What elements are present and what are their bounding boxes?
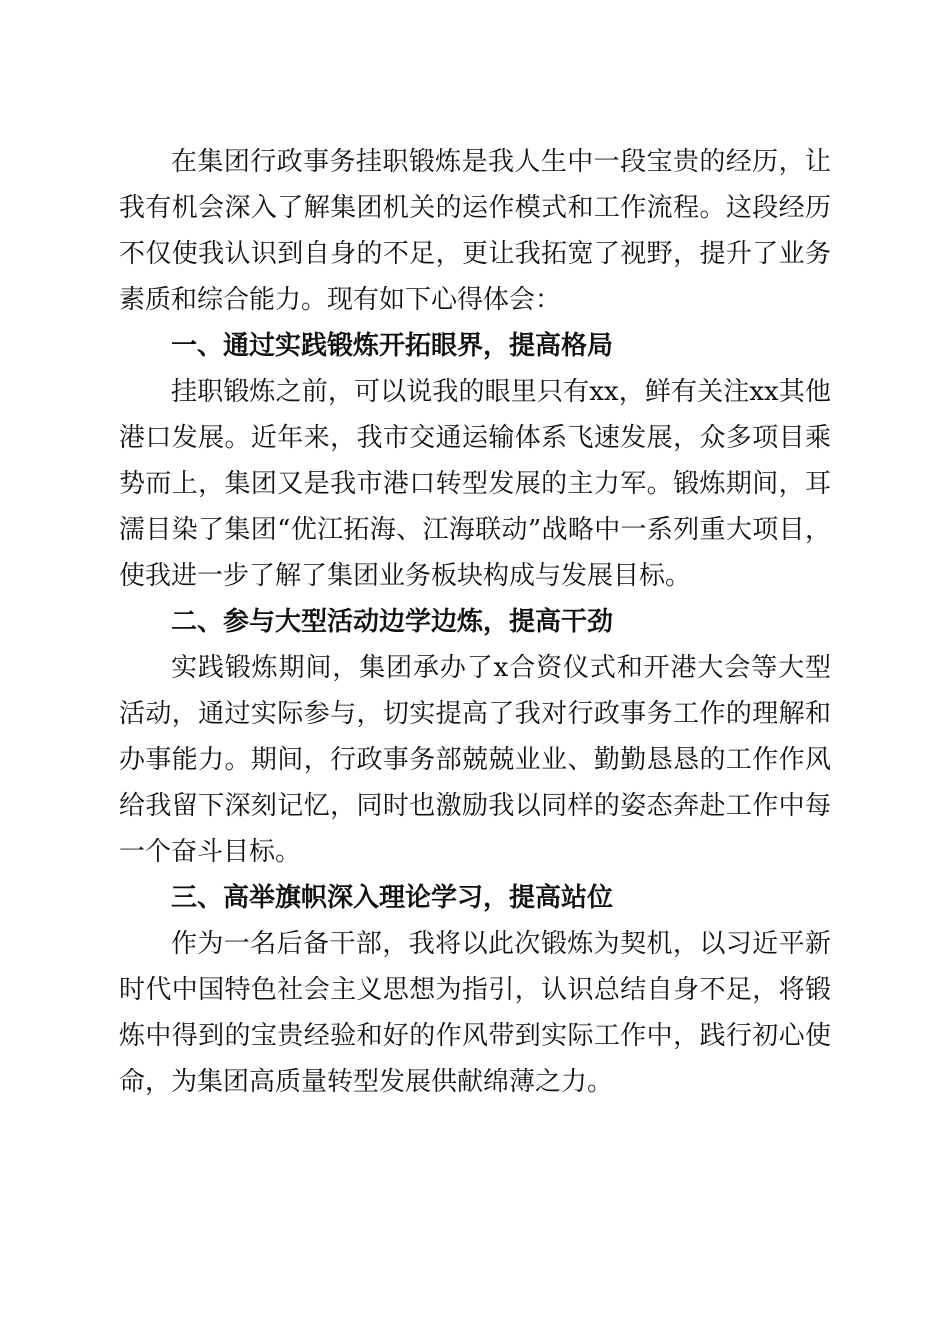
paragraph-1-line-3: 不仅使我认识到自身的不足，更让我拓宽了视野，提升了业务 [119, 239, 831, 269]
paragraph-1-line-4: 素质和综合能力。现有如下心得体会： [119, 285, 562, 315]
paragraph-2-line-3: 势而上，集团又是我市港口转型发展的主力军。锻炼期间，耳 [119, 469, 831, 499]
paragraph-2-line-5: 使我进一步了解了集团业务板块构成与发展目标。 [119, 561, 692, 591]
section-heading-2: 二、参与大型活动边学边炼，提高干劲 [171, 607, 614, 637]
paragraph-1-line-2: 我有机会深入了解集团机关的运作模式和工作流程。这段经历 [119, 193, 831, 223]
paragraph-4-line-3: 炼中得到的宝贵经验和好的作风带到实际工作中，践行初心使 [119, 1021, 831, 1051]
paragraph-3-line-1: 实践锻炼期间，集团承办了x合资仪式和开港大会等大型 [171, 653, 831, 683]
paragraph-2-line-2: 港口发展。近年来，我市交通运输体系飞速发展，众多项目乘 [119, 423, 831, 453]
paragraph-4-line-2: 时代中国特色社会主义思想为指引，认识总结自身不足，将锻 [119, 975, 831, 1005]
section-heading-3: 三、高举旗帜深入理论学习，提高站位 [171, 883, 614, 913]
paragraph-3-line-5: 一个奋斗目标。 [119, 837, 302, 867]
paragraph-1-line-1: 在集团行政事务挂职锻炼是我人生中一段宝贵的经历，让 [171, 147, 831, 177]
paragraph-3-line-4: 给我留下深刻记忆，同时也激励我以同样的姿态奔赴工作中每 [119, 791, 831, 821]
section-heading-1: 一、通过实践锻炼开拓眼界，提高格局 [171, 331, 614, 361]
paragraph-4-line-4: 命，为集团高质量转型发展供献绵薄之力。 [119, 1067, 614, 1097]
paragraph-3-line-2: 活动，通过实际参与，切实提高了我对行政事务工作的理解和 [119, 699, 831, 729]
paragraph-3-line-3: 办事能力。期间，行政事务部兢兢业业、勤勤恳恳的工作作风 [119, 745, 831, 775]
paragraph-2-line-4: 濡目染了集团“优江拓海、江海联动”战略中一系列重大项目， [119, 515, 831, 545]
paragraph-4-line-1: 作为一名后备干部，我将以此次锻炼为契机，以习近平新 [171, 929, 831, 959]
paragraph-2-line-1: 挂职锻炼之前，可以说我的眼里只有xx，鲜有关注xx其他 [171, 377, 831, 407]
